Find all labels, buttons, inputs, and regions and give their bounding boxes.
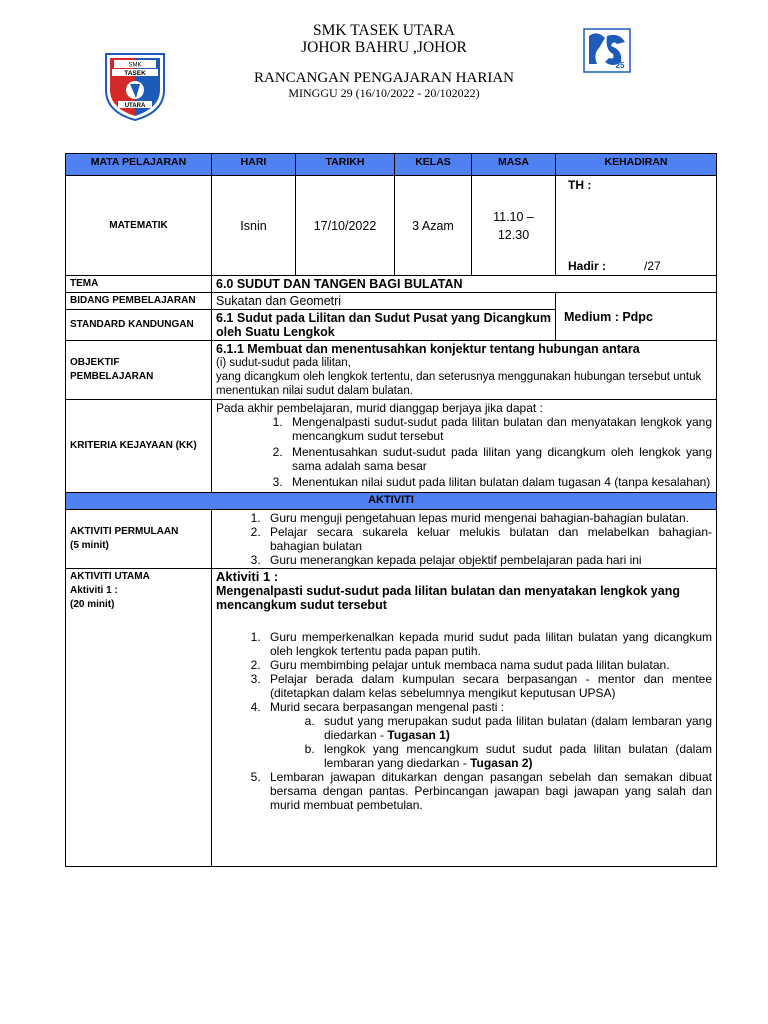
th-label: TH : — [568, 178, 592, 192]
utama-sublist — [270, 714, 712, 770]
svg-text:UTARA: UTARA — [124, 103, 146, 109]
utama-label — [66, 569, 212, 867]
objektif-label — [66, 341, 212, 400]
school-anniversary-logo — [583, 28, 631, 73]
sub-a-bold: Tugasan 1) — [387, 728, 450, 742]
utama-row — [66, 569, 717, 867]
objektif-line2: (i) sudut-sudut pada lilitan, — [216, 357, 351, 369]
utama-label-line3: (20 minit) — [70, 599, 115, 610]
permulaan-label-line2: (5 minit) — [70, 540, 109, 551]
sub-b-bold: Tugasan 2) — [470, 756, 533, 770]
list-item: 3. Menentukan nilai sudut pada lilitan bulatan dalam tugasan 4 (tanpa kesalahan) — [286, 475, 712, 489]
objektif-line1: 6.1.1 Membuat dan menentusahkan konjektur tentang hubungan antara — [216, 342, 640, 356]
list-item: 3. Guru menerangkan kepada pelajar objektif pembelajaran pada hari ini — [264, 553, 712, 567]
time-start: 11.10 – — [493, 209, 534, 224]
permulaan-value — [212, 510, 717, 569]
date-value: 17/10/2022 — [296, 176, 395, 276]
permulaan-list — [216, 511, 712, 567]
hadir-total: /27 — [644, 259, 661, 273]
standard-label: STANDARD KANDUNGAN — [66, 310, 212, 341]
time-end: 12.30 — [497, 227, 530, 242]
objektif-label-line2: PEMBELAJARAN — [70, 371, 154, 382]
header-row — [66, 154, 717, 176]
utama-label-line1: AKTIVITI UTAMA — [70, 571, 150, 582]
kk-intro: Pada akhir pembelajaran, murid dianggap berjaya jika dapat : — [216, 401, 543, 415]
tema-row — [66, 276, 717, 293]
bidang-label: BIDANG PEMBELAJARAN — [66, 293, 212, 310]
list-item — [318, 742, 712, 770]
list-item: 2. Menentusahkan sudut-sudut pada lilitan yang dicangkum oleh lengkok yang sama adalah sama besar — [286, 445, 712, 473]
list-item — [264, 700, 712, 770]
col-attendance: KEHADIRAN — [556, 154, 717, 176]
list-item: 3. Pelajar berada dalam kumpulan secara berpasangan - mentor dan mentee (ditetapkan dalam kelas sebelumnya mengikut keputusan UPSA) — [264, 672, 712, 700]
time-value — [472, 176, 556, 276]
list-item: 1. Mengenalpasti sudut-sudut pada lilitan bulatan dan menyatakan lengkok yang mencangkum sudut tersebut — [286, 415, 712, 443]
col-subject: MATA PELAJARAN — [66, 154, 212, 176]
col-time: MASA — [472, 154, 556, 176]
list-item: 1. Guru memperkenalkan kepada murid sudut pada lilitan bulatan yang dicangkum oleh lengkok tertentu pada papan putih. — [264, 630, 712, 658]
objektif-label-line1: OBJEKTIF — [70, 357, 120, 368]
aktiviti-bar: AKTIVITI — [66, 493, 717, 510]
class-value: 3 Azam — [395, 176, 472, 276]
attendance-cell — [556, 176, 717, 276]
list-item: 1. Guru menguji pengetahuan lepas murid mengenai bahagian-bahagian bulatan. — [264, 511, 712, 525]
col-day: HARI — [212, 154, 296, 176]
svg-text:25: 25 — [615, 61, 625, 70]
aktiviti-bar-row — [66, 493, 717, 510]
bidang-row — [66, 293, 717, 310]
school-name: SMK TASEK UTARA — [313, 22, 455, 39]
kk-value — [212, 400, 717, 493]
col-date: TARIKH — [296, 154, 395, 176]
list-item-text: Murid secara berpasangan mengenal pasti : — [270, 700, 505, 714]
permulaan-label — [66, 510, 212, 569]
objektif-value — [212, 341, 717, 400]
utama-list — [216, 630, 712, 812]
subject-value: MATEMATIK — [66, 176, 212, 276]
list-item: 5. Lembaran jawapan ditukarkan dengan pasangan sebelah dan semakan dibuat bersama dengan pantas. Perbincangan jawapan bagi jawapan yang salah dan murid membuat pembetulan. — [264, 770, 712, 812]
list-item: 2. Pelajar secara sukarela keluar melukis bulatan dan melabelkan bahagian-bahagian bulatan — [264, 525, 712, 553]
objektif-row — [66, 341, 717, 400]
document-week: MINGGU 29 (16/10/2022 - 20/102022) — [288, 86, 480, 100]
col-class: KELAS — [395, 154, 472, 176]
document-title: RANCANGAN PENGAJARAN HARIAN — [253, 70, 514, 86]
lesson-plan-table — [65, 153, 717, 867]
day-value: Isnin — [212, 176, 296, 276]
svg-text:TASEK: TASEK — [124, 70, 146, 77]
svg-text:SMK: SMK — [128, 62, 142, 69]
kk-label: KRITERIA KEJAYAAN (KK) — [66, 400, 212, 493]
school-crest-logo — [100, 50, 170, 122]
objektif-line3: yang dicangkum oleh lengkok tertentu, dan seterusnya menggunakan hubungan tersebut untuk menentukan nilai sudut dalam bulatan. — [216, 371, 702, 397]
school-city: JOHOR BAHRU ,JOHOR — [301, 39, 467, 56]
utama-subheading: Mengenalpasti sudut-sudut pada lilitan bulatan dan menyatakan lengkok yang mencangkum sudut tersebut — [216, 584, 680, 612]
utama-label-line2: Aktiviti 1 : — [70, 585, 118, 596]
hadir-label: Hadir : — [568, 259, 607, 273]
standard-value: 6.1 Sudut pada Lilitan dan Sudut Pusat yang Dicangkum oleh Suatu Lengkok — [212, 310, 556, 341]
medium-value: Medium : Pdpc — [556, 293, 717, 341]
utama-value — [212, 569, 717, 867]
sub-a-text: sudut yang merupakan sudut pada lilitan bulatan (dalam lembaran yang diedarkan - — [324, 714, 712, 742]
tema-value: 6.0 SUDUT DAN TANGEN BAGI BULATAN — [212, 276, 717, 293]
permulaan-row — [66, 510, 717, 569]
list-item: 2. Guru membimbing pelajar untuk membaca nama sudut pada lilitan bulatan. — [264, 658, 712, 672]
permulaan-label-line1: AKTIVITI PERMULAAN — [70, 526, 179, 537]
utama-heading: Aktiviti 1 : — [216, 569, 279, 584]
list-item — [318, 714, 712, 742]
sub-b-text: lengkok yang mencangkum sudut sudut pada lilitan bulatan (dalam lembaran yang diedarkan - — [324, 742, 712, 770]
info-row — [66, 176, 717, 276]
tema-label: TEMA — [66, 276, 212, 293]
kk-row — [66, 400, 717, 493]
kk-list — [216, 415, 712, 489]
bidang-value: Sukatan dan Geometri — [212, 293, 556, 310]
